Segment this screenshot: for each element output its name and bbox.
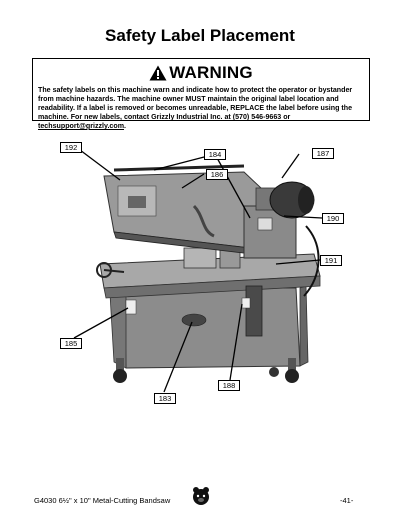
grizzly-bear-logo-icon (192, 486, 210, 506)
warning-body-text: The safety labels on this machine warn and indicate how to protect the operator or bystander from machine hazards. The machine owner MUST maintain the original label location and readability. If a label is removed or becomes unreadable, REPLACE the label before using the machine. For new labels, contact Grizzly Industrial Inc. at (570) 546-9663 or (38, 86, 353, 121)
warning-box (32, 58, 370, 130)
callout-187: 187 (312, 148, 334, 159)
support-email-link[interactable]: techsupport@grizzly.com (38, 122, 125, 130)
bandsaw-drawing (44, 136, 364, 416)
callout-183: 183 (154, 393, 176, 404)
warning-trailing: . (124, 122, 126, 130)
callout-191: 191 (320, 255, 342, 266)
page-title: Safety Label Placement (105, 26, 295, 45)
warning-triangle-icon (149, 65, 167, 81)
footer-page-number: -41- (340, 496, 354, 505)
callout-186: 186 (206, 169, 228, 180)
callout-184: 184 (204, 149, 226, 160)
callout-190: 190 (322, 213, 344, 224)
callout-192: 192 (60, 142, 82, 153)
warning-body (38, 86, 364, 131)
warning-heading: WARNING (169, 63, 253, 82)
warning-header (38, 63, 364, 83)
callout-188: 188 (218, 380, 240, 391)
bandsaw-illustration (44, 136, 364, 416)
footer-model: G4030 6½" x 10" Metal-Cutting Bandsaw (34, 496, 171, 505)
callout-185: 185 (60, 338, 82, 349)
